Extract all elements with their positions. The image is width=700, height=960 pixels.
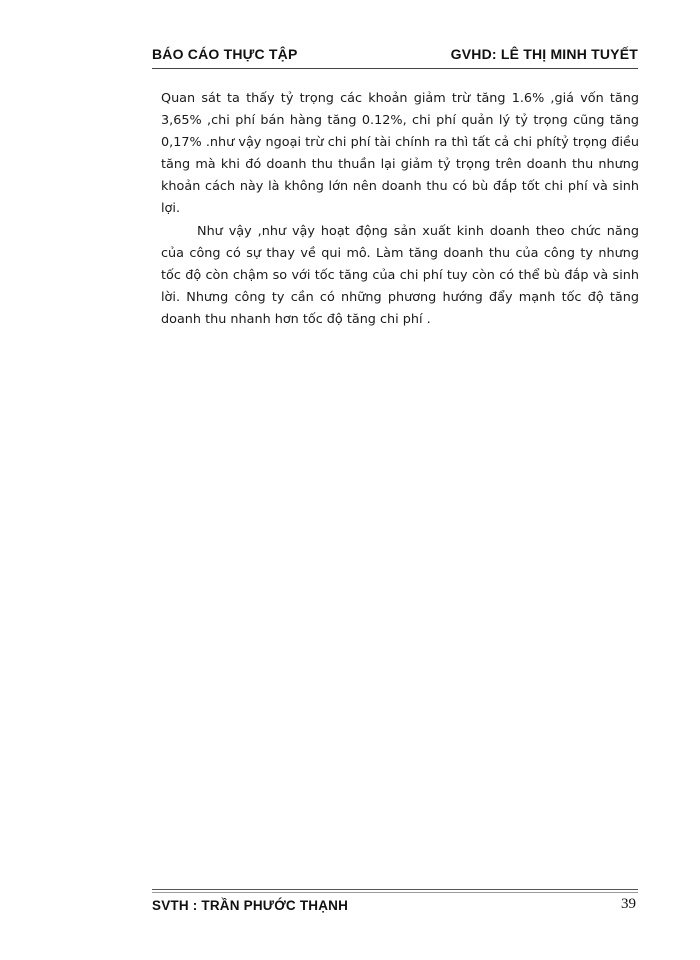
student-name: SVTH : TRẦN PHƯỚC THẠNH [152,898,349,913]
page-number: 39 [621,896,636,912]
footer-divider-secondary [152,892,638,893]
paragraph-1: Quan sát ta thấy tỷ trọng các khoản giảm trừ tăng 1.6% ,giá vốn tăng 3,65% ,chi phí bán hàng tăng 0.12%, chi phí quản lý tỷ trọng cũng tăng 0,17% .như vậy ngoại trừ chi phí tài chính ra thì tất cả chi phítỷ trọng điều tăng mà khi đó doanh thu thuần lại giảm tỷ trọng trên doanh thu nhưng khoản cách này là không lớn nên doanh thu có bù đắp tốt chi phí và sinh lợi. [161,91,639,216]
report-title: BÁO CÁO THỰC TẬP [152,46,298,62]
page-header [152,46,638,69]
paragraph-2: Như vậy ,như vậy hoạt động sản xuất kinh doanh theo chức năng của công có sự thay về qui mô. Làm tăng doanh thu của công ty nhưng tốc độ còn chậm so với tốc tăng của chi phí tuy còn có thể bù đắp và sinh lời. Nhưng công ty cần có những phương hướng đẩy mạnh tốc độ tăng doanh thu nhanh hơn tốc độ tăng chi phí . [161,224,639,327]
supervisor-name: GVHD: LÊ THỊ MINH TUYẾT [450,46,638,62]
body-text [161,88,639,331]
footer-divider [152,889,638,890]
